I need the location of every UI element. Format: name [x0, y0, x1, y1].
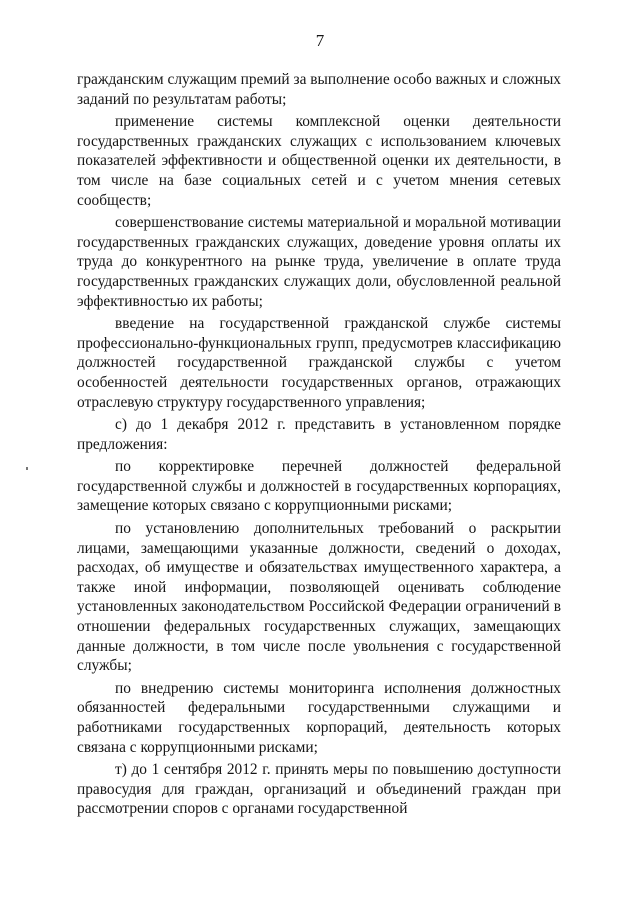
scan-speck [26, 467, 28, 470]
page-number: 7 [315, 31, 325, 50]
paragraph-item-t: т) до 1 сентября 2012 г. принять меры по повышению доступности правосудия для граждан, организаций и объединений граждан при рассмотрении споров с органами государственной [77, 761, 561, 818]
paragraph-monitoring: по внедрению системы мониторинга исполнения должностных обязанностей федеральными государственными служащими и работниками государственных корпораций, деятельность которых связана с коррупционными рисками; [77, 679, 561, 756]
paragraph-item-s: с) до 1 декабря 2012 г. представить в установленном порядке предложения: [77, 416, 561, 453]
document-body [77, 70, 561, 822]
paragraph-position-lists: по корректировке перечней должностей федеральной государственной службы и должностей в государственных корпорациях, замещение которых связано с коррупционными рисками; [77, 458, 561, 515]
paragraph-continuation: гражданским служащим премий за выполнение особо важных и сложных заданий по результатам работы; [77, 71, 561, 108]
paragraph-functional-groups: введение на государственной гражданской службе системы профессионально-функциональных групп, предусмотрев классификацию должностей государственной гражданской службы с учетом особенностей деятельности государственных органов, отражающих отраслевую структуру государственного управления; [77, 315, 561, 411]
paragraph-evaluation-system: применение системы комплексной оценки деятельности государственных гражданских служащих с использованием ключевых показателей эффективности и общественной оценки их деятельности, в том числе на базе социальных сетей и с учетом мнения сетевых сообществ; [77, 113, 561, 209]
paragraph-disclosure-requirements: по установлению дополнительных требований о раскрытии лицами, замещающими указанные должности, сведений о доходах, расходах, об имуществе и обязательствах имущественного характера, а также иной информации, позволяющей оценивать соблюдение установленных законодательством Российской Федерации ограничений в отношении федеральных государственных служащих, замещающих данные должности, в том числе после увольнения с государственной службы; [77, 520, 561, 675]
paragraph-motivation: совершенствование системы материальной и моральной мотивации государственных гражданских служащих, доведение уровня оплаты их труда до конкурентного на рынке труда, увеличение в оплате труда государственных гражданских служащих доли, обусловленной реальной эффективностью их работы; [77, 214, 561, 310]
